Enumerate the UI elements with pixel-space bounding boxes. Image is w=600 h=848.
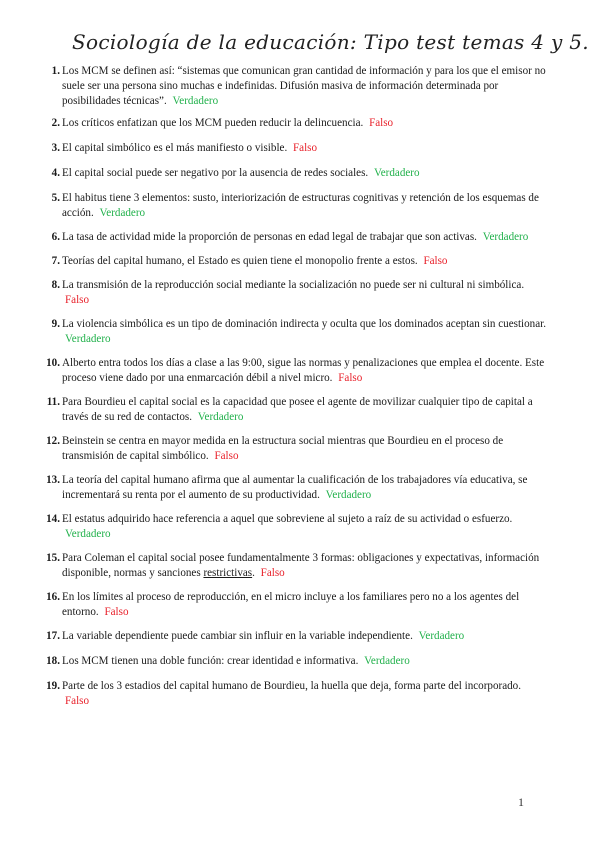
- question-item: [40, 395, 550, 425]
- question-item: [40, 590, 550, 620]
- question-item: [40, 64, 550, 109]
- answer-label: Verdadero: [99, 207, 146, 219]
- question-text: Los MCM se definen así: “sistemas que comunican gran cantidad de información y para los que el emisor no suele ser una persona sino muchas e indefinidas. Difusión masiva de información determinada por posibilidades técnicas”.: [62, 65, 546, 107]
- question-item: [40, 116, 550, 131]
- question-item: [40, 434, 550, 464]
- answer-label: Verdadero: [364, 655, 410, 667]
- question-number: 12.: [46, 435, 60, 447]
- question-item: [40, 679, 550, 709]
- answer-label: Verdadero: [172, 95, 219, 107]
- question-text: La teoría del capital humano afirma que al aumentar la cualificación de los trabajadores vía educativa, se incrementará su renta por el aumento de su productividad.: [62, 474, 528, 501]
- question-text: El capital social puede ser negativo por la ausencia de redes sociales.: [62, 167, 369, 179]
- question-text: El capital simbólico es el más manifiesto o visible.: [62, 142, 288, 154]
- answer-label: Verdadero: [197, 411, 244, 423]
- question-text: Los MCM tienen una doble función: crear identidad e informativa.: [62, 655, 359, 667]
- question-number: 11.: [46, 396, 60, 408]
- question-text: La tasa de actividad mide la proporción de personas en edad legal de trabajar que son activas.: [62, 231, 477, 243]
- question-item: [40, 254, 550, 269]
- question-number: 2.: [51, 117, 60, 129]
- question-item: [40, 356, 550, 386]
- page-title: Sociología de la educación: Tipo test temas 4 y 5.: [72, 30, 589, 54]
- answer-label: Verdadero: [325, 489, 372, 501]
- question-list: [40, 64, 550, 709]
- answer-label: Verdadero: [65, 528, 111, 540]
- answer-label: Falso: [214, 450, 239, 462]
- question-item: [40, 191, 550, 221]
- question-number: 6.: [51, 231, 60, 243]
- question-item: [40, 278, 550, 308]
- question-number: 18.: [46, 655, 60, 667]
- question-item: [40, 551, 550, 581]
- answer-label: Falso: [338, 372, 363, 384]
- question-text: El habitus tiene 3 elementos: susto, interiorización de estructuras cognitivas y retención de los esquemas de acción.: [62, 192, 539, 219]
- question-number: 5.: [51, 192, 60, 204]
- question-text: La variable dependiente puede cambiar sin influir en la variable independiente.: [62, 630, 413, 642]
- question-item: [40, 629, 550, 644]
- answer-label: Falso: [423, 255, 448, 267]
- question-item: [40, 317, 550, 347]
- question-number: 9.: [51, 318, 60, 330]
- question-number: 13.: [46, 474, 60, 486]
- question-text: La violencia simbólica es un tipo de dominación indirecta y oculta que los dominados aceptan sin cuestionar.: [62, 318, 546, 330]
- question-text: Beinstein se centra en mayor medida en la estructura social mientras que Bourdieu en el proceso de transmisión de capital simbólico.: [62, 435, 504, 462]
- question-item: [40, 654, 550, 669]
- answer-label: Falso: [369, 117, 394, 129]
- answer-label: Verdadero: [418, 630, 465, 642]
- question-number: 17.: [46, 630, 60, 642]
- question-text: Los críticos enfatizan que los MCM pueden reducir la delincuencia.: [62, 117, 364, 129]
- question-text: En los límites al proceso de reproducción, en el micro incluye a los familiares pero no a los agentes del entorno.: [62, 591, 520, 618]
- answer-label: Falso: [104, 606, 129, 618]
- question-text-end: .: [252, 567, 255, 579]
- answer-label: Falso: [65, 294, 90, 306]
- question-text: Teorías del capital humano, el Estado es quien tiene el monopolio frente a estos.: [62, 255, 418, 267]
- answer-label: Verdadero: [482, 231, 529, 243]
- question-number: 4.: [51, 167, 60, 179]
- answer-label: Verdadero: [373, 167, 420, 179]
- question-number: 19.: [46, 680, 60, 692]
- answer-label: Falso: [65, 695, 90, 707]
- question-text: Para Coleman el capital social posee fundamentalmente 3 formas: obligaciones y expectativas, información disponible, normas y sanciones: [62, 552, 540, 579]
- answer-label: Falso: [260, 567, 285, 579]
- question-item: [40, 512, 550, 542]
- question-number: 1.: [51, 65, 60, 77]
- question-text: La transmisión de la reproducción social mediante la socialización no puede ser ni cultural ni simbólica.: [62, 279, 525, 291]
- question-item: [40, 473, 550, 503]
- question-number: 14.: [46, 513, 60, 525]
- question-item: [40, 166, 550, 181]
- question-number: 7.: [51, 255, 60, 267]
- question-text: Parte de los 3 estadios del capital humano de Bourdieu, la huella que deja, forma parte del incorporado.: [62, 680, 522, 692]
- question-item: [40, 141, 550, 156]
- question-number: 8.: [51, 279, 60, 291]
- question-number: 16.: [46, 591, 60, 603]
- underlined-word: restrictivas: [203, 567, 253, 579]
- answer-label: Verdadero: [65, 333, 111, 345]
- question-number: 10.: [46, 357, 60, 369]
- question-text: El estatus adquirido hace referencia a aquel que sobreviene al sujeto a raíz de su actividad o esfuerzo.: [62, 513, 513, 525]
- question-number: 15.: [46, 552, 60, 564]
- question-item: [40, 230, 550, 245]
- question-text: Para Bourdieu el capital social es la capacidad que posee el agente de movilizar cualquier tipo de capital a través de su red de contactos.: [62, 396, 533, 423]
- answer-label: Falso: [293, 142, 318, 154]
- question-number: 3.: [51, 142, 60, 154]
- question-text: Alberto entra todos los días a clase a las 9:00, sigue las normas y penalizaciones que emplea el docente. Este proceso viene dado por una enmarcación débil a nivel micro.: [62, 357, 545, 384]
- page-number: 1: [518, 795, 524, 809]
